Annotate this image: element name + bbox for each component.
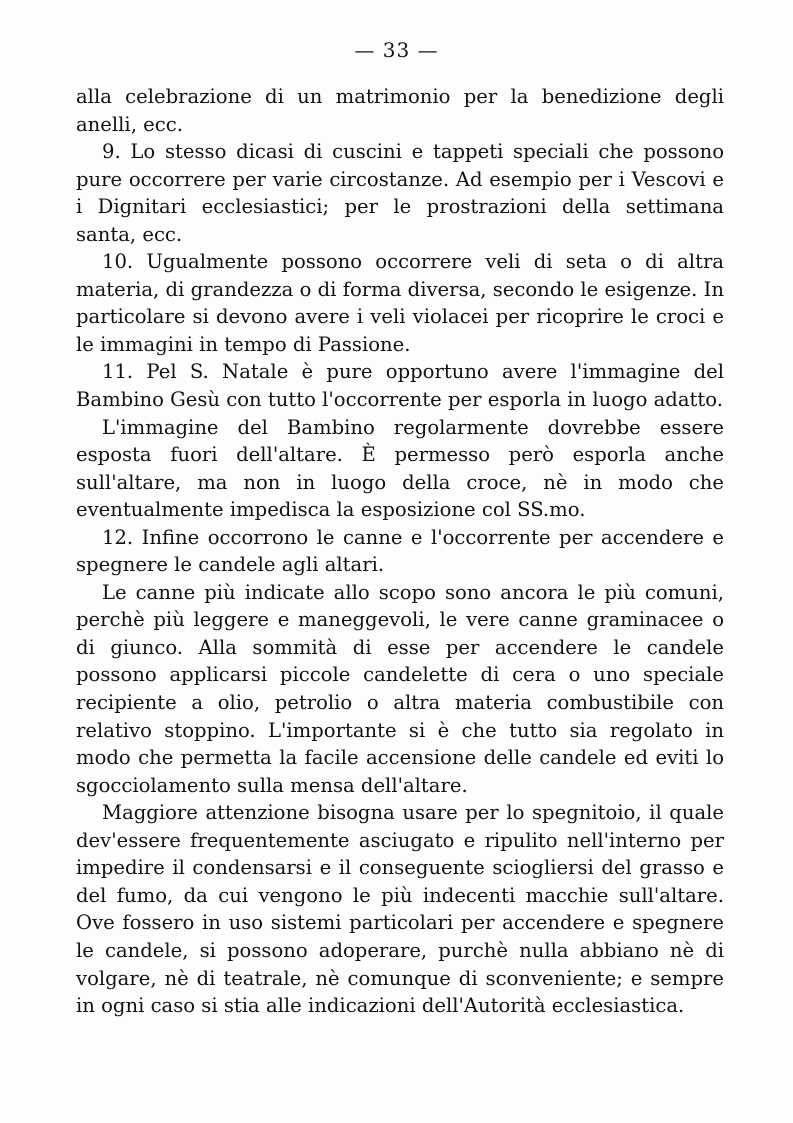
paragraph-extinguisher: Maggiore attenzione bisogna usare per lo spegnitoio, il quale dev'essere frequentemente asciugato e ripulito nell'interno per impedire il condensarsi e il conseguente sciogliersi del grasso e del fumo, da cui vengono le più indecenti macchie sull'altare. Ove fossero in uso sistemi particolari per accendere e spegnere le candele, si possono adoperare, purchè nulla abbiano nè di volgare, nè di teatrale, nè comunque di sconveniente; e sempre in ogni caso si stia alle indicazioni dell'Autorità ecclesiastica.	[76, 801, 724, 1018]
paragraph-bambino-image: L'immagine del Bambino regolarmente dovrebbe essere esposta fuori dell'altare. È permesso però esporla anche sull'altare, ma non in luogo della croce, nè in modo che eventualmente impedisca la esposizione col SS.mo.	[76, 415, 724, 522]
paragraph-item-11: 11. Pel S. Natale è pure opportuno avere l'immagine del Bambino Gesù con tutto l'occorrente per esporla in luogo adatto.	[76, 360, 724, 412]
paragraph-item-9: 9. Lo stesso dicasi di cuscini e tappeti speciali che possono pure occorrere per varie circostanze. Ad esempio per i Vescovi e i Dignitari ecclesiastici; per le prostrazioni della settimana santa, ecc.	[76, 140, 724, 246]
paragraph-item-10: 10. Ugualmente possono occorrere veli di seta o di altra materia, di grandezza o di forma diversa, secondo le esigenze. In particolare si devono avere i veli violacei per ricoprire le croci e le immagini in tempo di Passione.	[76, 250, 724, 356]
paragraph-continuation: alla celebrazione di un matrimonio per la benedizione degli anelli, ecc.	[76, 85, 724, 136]
paragraph-item-12: 12. Infine occorrono le canne e l'occorrente per accendere e spegnere le candele agli altari.	[76, 525, 724, 577]
paragraph-canes: Le canne più indicate allo scopo sono ancora le più comuni, perchè più leggere e maneggevoli, le vere canne graminacee o di giunco. Alla sommità di esse per accendere le candele possono applicarsi piccole candelette di cera o uno speciale recipiente a olio, petrolio o altra materia combustibile con relativo stoppino. L'importante si è che tutto sia regolato in modo che permetta la facile accensione delle candele ed eviti lo sgocciolamento sulla mensa dell'altare.	[76, 580, 724, 797]
body-text	[76, 83, 724, 1020]
page-number: — 33 —	[354, 38, 439, 62]
